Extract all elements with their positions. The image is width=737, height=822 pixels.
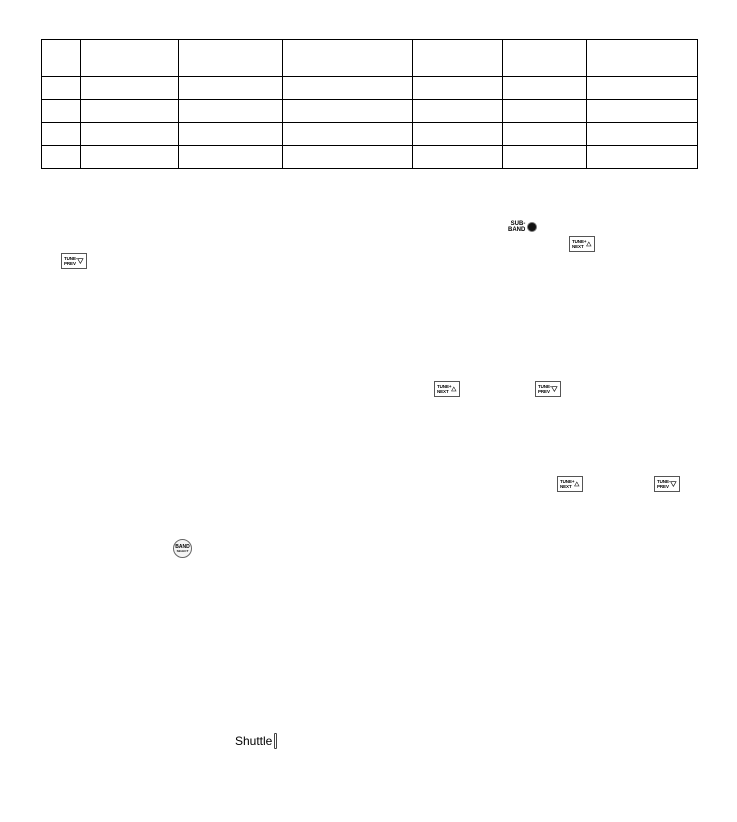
tune-prev-label-2: PREV [657, 484, 669, 489]
band-label-1: BAND [175, 543, 190, 550]
down-triangle-icon [670, 480, 677, 488]
table-row [42, 123, 698, 146]
shuttle-reference [235, 733, 277, 749]
tune-prev-label-1: TUNE- [657, 479, 671, 484]
tune-next-label-2: NEXT [572, 244, 584, 249]
table-row [42, 100, 698, 123]
sub-band-label-2: BAND [508, 227, 526, 233]
table-row [42, 77, 698, 100]
tune-prev-label-1: TUNE- [64, 256, 78, 261]
down-triangle-icon [551, 385, 558, 393]
tune-next-label-1: TUNE+ [572, 239, 587, 244]
tune-next-button-icon [569, 236, 595, 252]
tune-next-label-1: TUNE+ [437, 384, 452, 389]
band-label-2: SELECT [176, 548, 189, 553]
up-triangle-icon [451, 385, 457, 393]
sub-band-button-icon [508, 221, 537, 233]
spec-table [41, 39, 698, 169]
table-row [42, 146, 698, 169]
tune-next-label-2: NEXT [437, 389, 449, 394]
shuttle-label: Shuttle [235, 734, 273, 748]
tune-next-label-1: TUNE+ [560, 479, 575, 484]
down-triangle-icon [77, 257, 84, 265]
band-button-icon [173, 539, 192, 558]
table-row [42, 40, 698, 77]
sub-band-label-1: SUB- [510, 221, 526, 227]
tune-prev-label-1: TUNE- [538, 384, 552, 389]
sub-band-dot [527, 222, 537, 232]
tune-prev-button-icon [535, 381, 561, 397]
tune-prev-label-2: PREV [538, 389, 550, 394]
tune-prev-button-icon [61, 253, 87, 269]
up-triangle-icon [574, 480, 580, 488]
shuttle-knob-icon [274, 733, 277, 749]
tune-next-label-2: NEXT [560, 484, 572, 489]
tune-next-button-icon [557, 476, 583, 492]
up-triangle-icon [586, 240, 592, 248]
tune-prev-button-icon [654, 476, 680, 492]
tune-prev-label-2: PREV [64, 261, 76, 266]
tune-next-button-icon [434, 381, 460, 397]
